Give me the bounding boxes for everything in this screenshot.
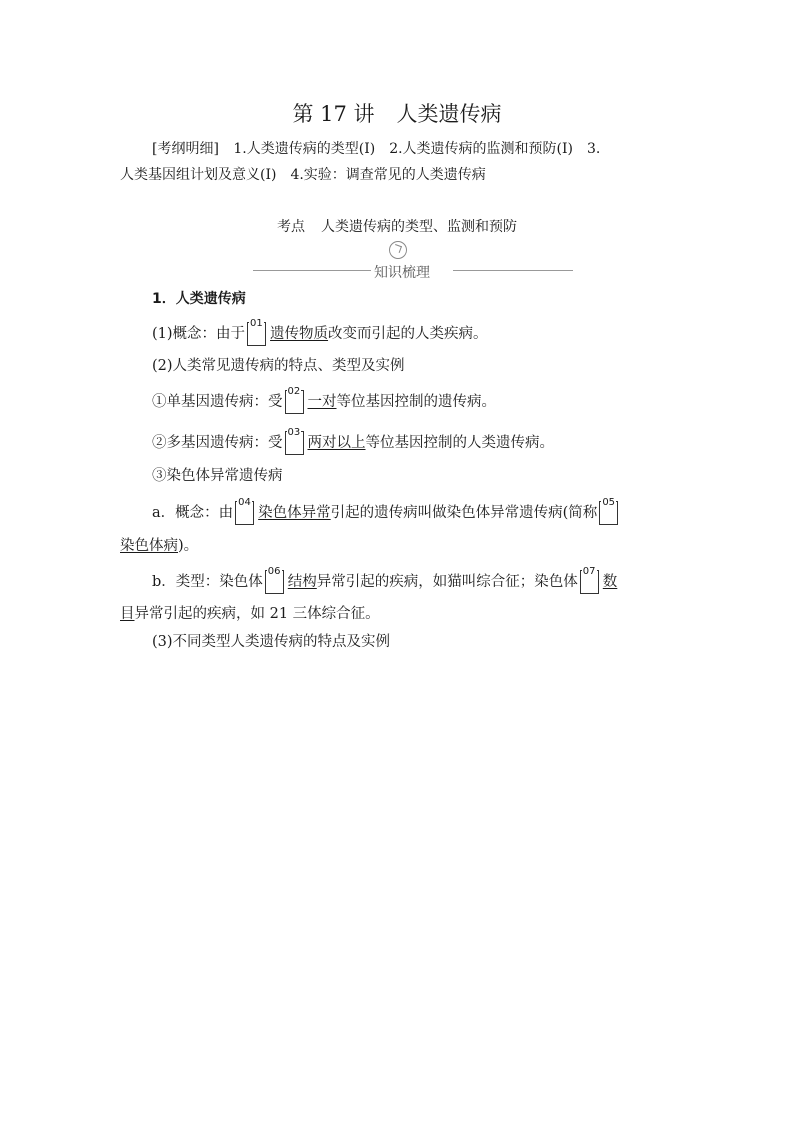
answer-04: 染色体异常 (258, 505, 331, 521)
knowledge-label: 知识梳理 (374, 265, 430, 281)
answer-03: 两对以上 (307, 435, 366, 451)
heading-common-diseases: (2)人类常见遗传病的特点、类型及实例 (152, 358, 405, 374)
answer-box-05[interactable]: 05 (599, 501, 618, 525)
answer-07-part1: 数 (602, 574, 618, 590)
single-gene-line: ①单基因遗传病：受 02 一对等位基因控制的遗传病。 (152, 390, 496, 414)
lecture-name: 人类遗传病 (396, 102, 502, 126)
answer-box-02[interactable]: 02 (285, 390, 304, 414)
answer-06: 结构 (287, 574, 317, 590)
answer-box-06[interactable]: 06 (265, 570, 284, 594)
answer-box-07[interactable]: 07 (580, 570, 599, 594)
chromosome-types-line-2: 目异常引起的疾病，如 21 三体综合征。 (120, 606, 380, 622)
chromosome-types-line: b．类型：染色体 06 结构异常引起的疾病，如猫叫综合征；染色体 07 数 (152, 570, 617, 594)
heading-disease-characteristics: (3)不同类型人类遗传病的特点及实例 (152, 634, 391, 650)
concept-line: (1)概念：由于 01 遗传物质改变而引起的人类疾病。 (152, 322, 488, 346)
answer-01: 遗传物质 (270, 326, 329, 342)
answer-box-03[interactable]: 03 (285, 431, 304, 455)
chromosome-heading: ③染色体异常遗传病 (152, 468, 283, 484)
outline-line-2: 人类基因组计划及意义(Ⅰ) 4.实验：调查常见的人类遗传病 (120, 167, 486, 183)
answer-box-04[interactable]: 04 (235, 501, 254, 525)
knowledge-icon (389, 241, 407, 259)
answer-07-part2: 目 (120, 606, 135, 622)
divider-left (253, 270, 371, 271)
heading-human-genetic-diseases: 1．人类遗传病 (152, 291, 246, 307)
section-label: 考点 (277, 219, 305, 235)
divider-right (453, 270, 573, 271)
section-name: 人类遗传病的类型、监测和预防 (321, 219, 517, 235)
answer-02: 一对 (307, 394, 337, 410)
answer-box-01[interactable]: 01 (247, 322, 266, 346)
lecture-number: 第 17 讲 (292, 102, 375, 126)
page-title (0, 98, 794, 128)
chromosome-concept-line-2: 染色体病)。 (120, 538, 199, 554)
answer-05: 染色体病 (120, 538, 178, 554)
section-title (0, 216, 794, 236)
chromosome-concept-line: a．概念：由 04 染色体异常引起的遗传病叫做染色体异常遗传病(简称 05 (152, 501, 622, 525)
outline-label: [考纲明细] (152, 141, 219, 157)
outline-line-1: [考纲明细] 1.人类遗传病的类型(Ⅰ) 2.人类遗传病的监测和预防(Ⅰ) 3. (152, 141, 601, 157)
multi-gene-line: ②多基因遗传病：受 03 两对以上等位基因控制的人类遗传病。 (152, 431, 554, 455)
